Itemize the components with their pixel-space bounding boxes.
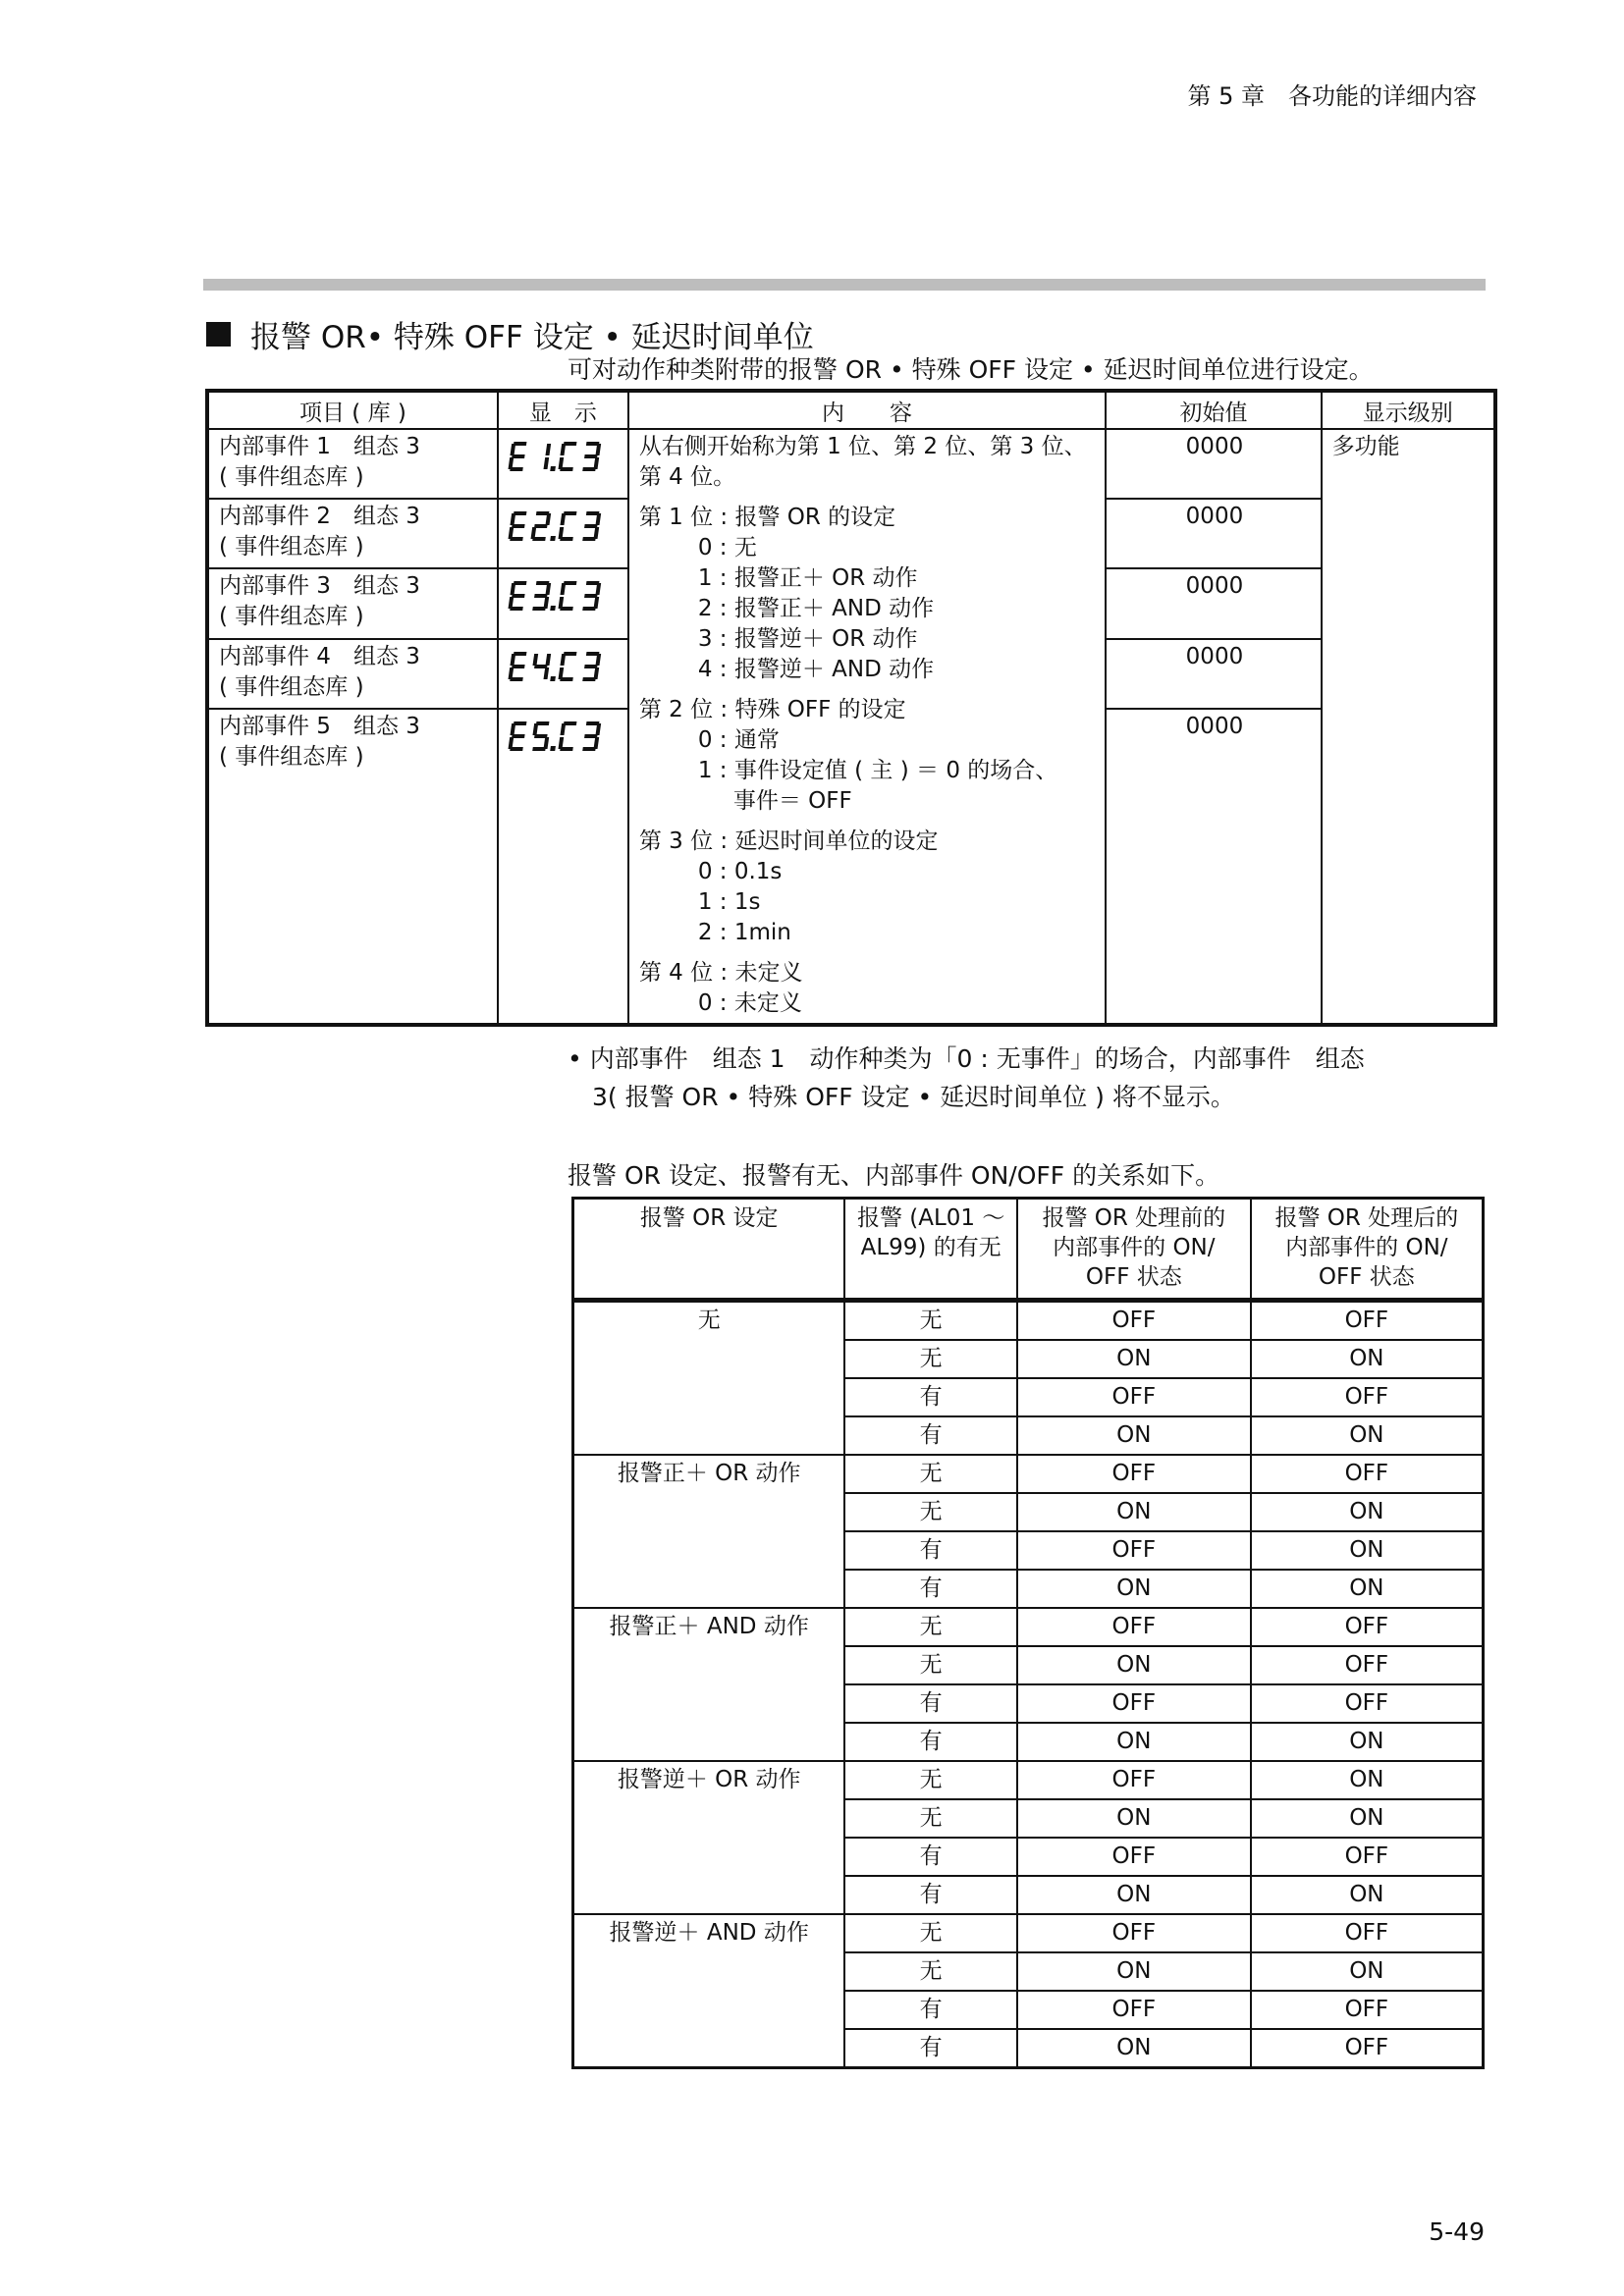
settings-table-header <box>207 391 1495 429</box>
alarm-cell: 无 <box>844 1608 1017 1646</box>
chapter-header: 第 5 章 各功能的详细内容 <box>1187 82 1477 110</box>
alarm-cell: 有 <box>844 1991 1017 2029</box>
alarm-cell: 有 <box>844 1570 1017 1608</box>
before-cell: ON <box>1017 1876 1251 1914</box>
after-cell: OFF <box>1251 1914 1484 1952</box>
relation-table <box>571 1197 1485 2069</box>
after-cell: OFF <box>1251 1684 1484 1723</box>
before-cell: ON <box>1017 1416 1251 1455</box>
item-cell: 内部事件 5 组态 3 ( 事件组态库 ) <box>207 709 498 1025</box>
initial-value-cell: 0000 <box>1106 639 1321 709</box>
before-cell: OFF <box>1017 1531 1251 1570</box>
alarm-cell: 无 <box>844 1761 1017 1799</box>
item-cell: 内部事件 1 组态 3 ( 事件组态库 ) <box>207 429 498 499</box>
before-cell: ON <box>1017 1340 1251 1378</box>
after-cell: OFF <box>1251 2029 1484 2068</box>
alarm-cell: 有 <box>844 1684 1017 1723</box>
before-cell: OFF <box>1017 1608 1251 1646</box>
before-cell: OFF <box>1017 1378 1251 1416</box>
lcd-display-icon <box>505 507 615 545</box>
content-cell: 从右侧开始称为第 1 位、第 2 位、第 3 位、 第 4 位。 第 1 位 : 报警 OR 的设定 0 : 无 1 : 报警正＋ OR 动作 2 : 报警正＋ AND 动作 3 : 报警逆＋ OR 动作 4 : 报警逆＋ AND 动作 第 2 位 : 特殊 OFF 的设定 0 : 通常 1 : 事件设定值 ( 主 ) ＝ 0 的场合、 事件＝ OFF 第 3 位 : 延迟时间单位的设定 0 : 0.1s 1 : 1s 2 : 1min 第 4 位 : 未定义 0 : 未定义 <box>628 429 1106 1025</box>
after-cell: OFF <box>1251 1991 1484 2029</box>
display-cell <box>498 639 628 709</box>
header-display: 显 示 <box>498 391 628 429</box>
alarm-cell: 有 <box>844 2029 1017 2068</box>
alarm-cell: 有 <box>844 1531 1017 1570</box>
table-row <box>573 1914 1484 1952</box>
square-bullet-icon <box>206 322 231 347</box>
or-setting-cell: 无 <box>573 1301 845 1456</box>
level-cell: 多功能 <box>1322 429 1495 1025</box>
after-cell: ON <box>1251 1493 1484 1531</box>
after-cell: ON <box>1251 1761 1484 1799</box>
header-item: 项目 ( 库 ) <box>207 391 498 429</box>
before-cell: ON <box>1017 2029 1251 2068</box>
note-paragraph: • 内部事件 组态 1 动作种类为「0 : 无事件」的场合，内部事件 组态 3( 报警 OR • 特殊 OFF 设定 • 延迟时间单位 ) 将不显示。 <box>568 1044 1365 1111</box>
lcd-display-icon <box>505 718 615 755</box>
after-cell: ON <box>1251 1531 1484 1570</box>
or-setting-cell: 报警正＋ OR 动作 <box>573 1455 845 1608</box>
alarm-cell: 无 <box>844 1301 1017 1341</box>
after-cell: OFF <box>1251 1608 1484 1646</box>
header-content: 内 容 <box>628 391 1106 429</box>
before-cell: ON <box>1017 1570 1251 1608</box>
or-setting-cell: 报警逆＋ OR 动作 <box>573 1761 845 1914</box>
after-cell: OFF <box>1251 1301 1484 1341</box>
alarm-cell: 无 <box>844 1799 1017 1838</box>
header-alarm-presence: 报警 (AL01 ～ AL99) 的有无 <box>844 1199 1017 1301</box>
after-cell: ON <box>1251 1952 1484 1991</box>
alarm-cell: 无 <box>844 1455 1017 1493</box>
item-cell: 内部事件 2 组态 3 ( 事件组态库 ) <box>207 499 498 568</box>
alarm-cell: 有 <box>844 1876 1017 1914</box>
alarm-cell: 有 <box>844 1838 1017 1876</box>
relation-intro: 报警 OR 设定、报警有无、内部事件 ON/OFF 的关系如下。 <box>568 1161 1220 1190</box>
display-cell <box>498 499 628 568</box>
relation-table-header <box>573 1199 1484 1301</box>
before-cell: OFF <box>1017 1991 1251 2029</box>
after-cell: OFF <box>1251 1378 1484 1416</box>
alarm-cell: 有 <box>844 1416 1017 1455</box>
before-cell: OFF <box>1017 1301 1251 1341</box>
before-cell: ON <box>1017 1723 1251 1761</box>
section-title-text: 报警 OR• 特殊 OFF 设定 • 延迟时间单位 <box>250 320 814 355</box>
lcd-display-icon <box>505 438 615 475</box>
item-cell: 内部事件 3 组态 3 ( 事件组态库 ) <box>207 568 498 639</box>
before-cell: OFF <box>1017 1761 1251 1799</box>
lcd-display-icon <box>505 648 615 685</box>
alarm-cell: 无 <box>844 1952 1017 1991</box>
header-after-state: 报警 OR 处理后的 内部事件的 ON/ OFF 状态 <box>1251 1199 1484 1301</box>
after-cell: ON <box>1251 1799 1484 1838</box>
header-initial: 初始值 <box>1106 391 1321 429</box>
alarm-cell: 有 <box>844 1378 1017 1416</box>
after-cell: ON <box>1251 1723 1484 1761</box>
display-cell <box>498 429 628 499</box>
alarm-cell: 无 <box>844 1493 1017 1531</box>
after-cell: ON <box>1251 1876 1484 1914</box>
after-cell: ON <box>1251 1340 1484 1378</box>
before-cell: ON <box>1017 1952 1251 1991</box>
alarm-cell: 有 <box>844 1723 1017 1761</box>
header-before-state: 报警 OR 处理前的 内部事件的 ON/ OFF 状态 <box>1017 1199 1251 1301</box>
header-or-setting: 报警 OR 设定 <box>573 1199 845 1301</box>
after-cell: ON <box>1251 1570 1484 1608</box>
header-level: 显示级别 <box>1322 391 1495 429</box>
alarm-cell: 无 <box>844 1340 1017 1378</box>
alarm-cell: 无 <box>844 1914 1017 1952</box>
or-setting-cell: 报警逆＋ AND 动作 <box>573 1914 845 2068</box>
alarm-cell: 无 <box>844 1646 1017 1684</box>
display-cell <box>498 709 628 1025</box>
page-number: 5-49 <box>1429 2217 1485 2246</box>
after-cell: OFF <box>1251 1646 1484 1684</box>
table-row <box>573 1761 1484 1799</box>
before-cell: OFF <box>1017 1838 1251 1876</box>
table-row <box>573 1608 1484 1646</box>
before-cell: ON <box>1017 1799 1251 1838</box>
table-row <box>573 1301 1484 1341</box>
section-intro: 可对动作种类附带的报警 OR • 特殊 OFF 设定 • 延迟时间单位进行设定。 <box>568 355 1374 384</box>
before-cell: OFF <box>1017 1455 1251 1493</box>
initial-value-cell: 0000 <box>1106 709 1321 1025</box>
table-row <box>573 1455 1484 1493</box>
after-cell: OFF <box>1251 1455 1484 1493</box>
table-row <box>207 429 1495 499</box>
or-setting-cell: 报警正＋ AND 动作 <box>573 1608 845 1761</box>
lcd-display-icon <box>505 577 615 614</box>
after-cell: ON <box>1251 1416 1484 1455</box>
initial-value-cell: 0000 <box>1106 568 1321 639</box>
initial-value-cell: 0000 <box>1106 499 1321 568</box>
initial-value-cell: 0000 <box>1106 429 1321 499</box>
before-cell: OFF <box>1017 1684 1251 1723</box>
display-cell <box>498 568 628 639</box>
section-rule <box>203 279 1486 291</box>
before-cell: ON <box>1017 1493 1251 1531</box>
before-cell: ON <box>1017 1646 1251 1684</box>
before-cell: OFF <box>1017 1914 1251 1952</box>
item-cell: 内部事件 4 组态 3 ( 事件组态库 ) <box>207 639 498 709</box>
settings-table <box>205 389 1497 1027</box>
after-cell: OFF <box>1251 1838 1484 1876</box>
